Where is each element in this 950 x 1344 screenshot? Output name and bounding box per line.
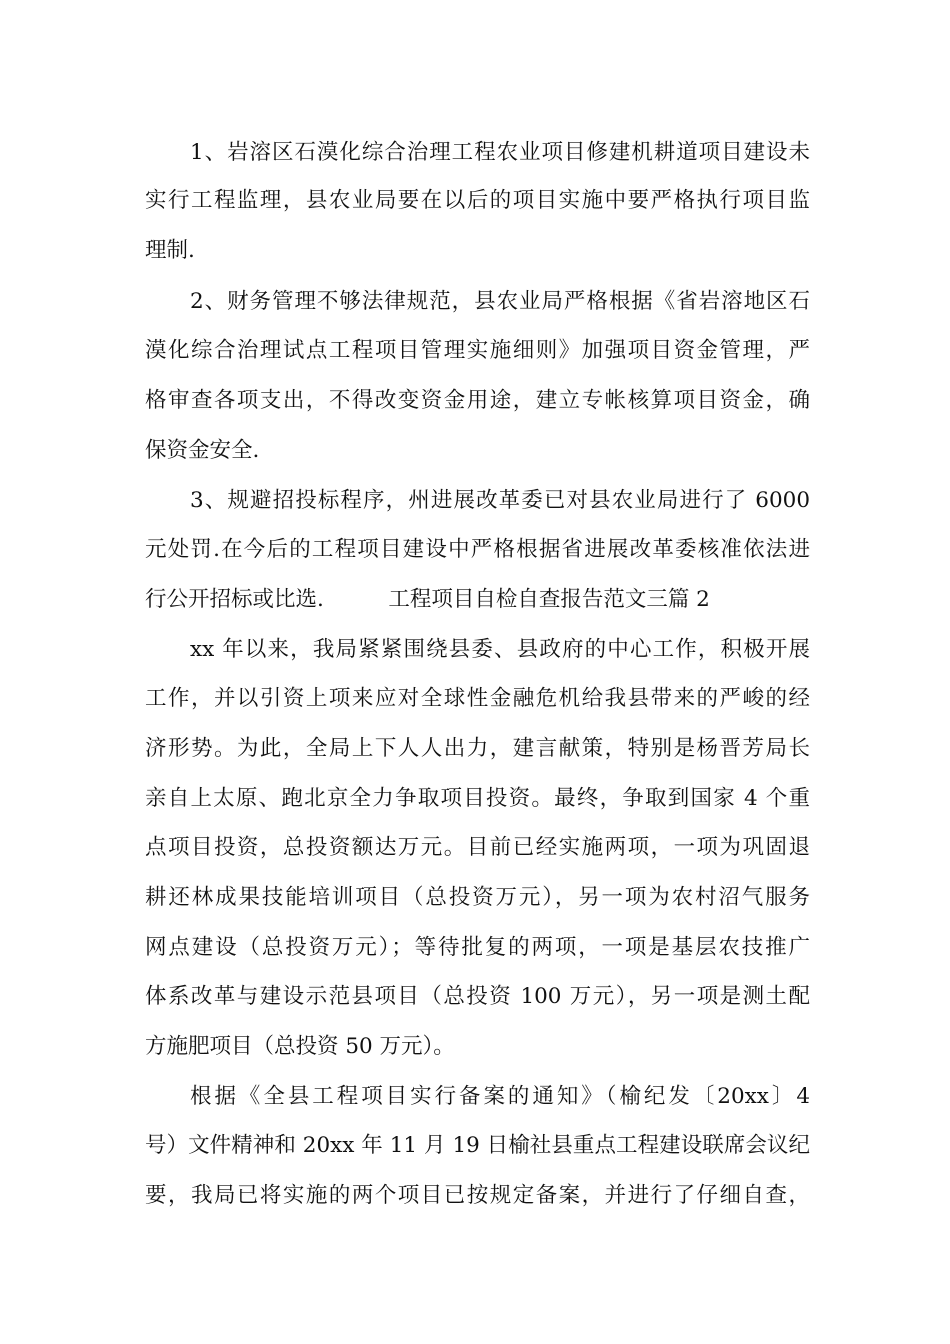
text-line: 3、规避招投标程序，州进展改革委已对县农业局进行了 6000 <box>190 488 810 513</box>
text-line: 要，我局已将实施的两个项目已按规定备案，并进行了仔细自查， <box>145 1183 810 1208</box>
text-line: 体系改革与建设示范县项目（总投资 100 万元），另一项是测土配 <box>145 984 810 1009</box>
text-line: 根据《全县工程项目实行备案的通知》（榆纪发〔20xx〕4 <box>190 1084 810 1109</box>
text-line: 工作，并以引资上项来应对全球性金融危机给我县带来的严峻的经 <box>145 686 810 711</box>
text-line: 元处罚.在今后的工程项目建设中严格根据省进展改革委核准依法进 <box>145 537 810 562</box>
text-line: 行公开招标或比选. 工程项目自检自查报告范文三篇 2 <box>145 587 710 612</box>
text-line: 方施肥项目（总投资 50 万元）。 <box>145 1034 455 1059</box>
text-line: xx 年以来，我局紧紧围绕县委、县政府的中心工作，积极开展 <box>190 637 810 662</box>
text-line: 保资金安全. <box>145 438 260 463</box>
text-line: 亲自上太原、跑北京全力争取项目投资。最终，争取到国家 4 个重 <box>145 786 810 811</box>
text-line: 实行工程监理，县农业局要在以后的项目实施中要严格执行项目监 <box>145 188 810 213</box>
text-line: 点项目投资，总投资额达万元。目前已经实施两项，一项为巩固退 <box>145 835 810 860</box>
text-line: 2、财务管理不够法律规范，县农业局严格根据《省岩溶地区石 <box>190 289 810 314</box>
text-line: 漠化综合治理试点工程项目管理实施细则》加强项目资金管理，严 <box>145 338 810 363</box>
text-line: 耕还林成果技能培训项目（总投资万元），另一项为农村沼气服务 <box>145 885 810 910</box>
text-line: 理制. <box>145 238 195 263</box>
text-line: 网点建设（总投资万元）；等待批复的两项，一项是基层农技推广 <box>145 935 810 960</box>
text-line: 济形势。为此，全局上下人人出力，建言献策，特别是杨晋芳局长 <box>145 736 810 761</box>
text-line: 格审查各项支出，不得改变资金用途，建立专帐核算项目资金，确 <box>145 388 810 413</box>
text-line: 号）文件精神和 20xx 年 11 月 19 日榆社县重点工程建设联席会议纪 <box>145 1133 810 1158</box>
text-line: 1、岩溶区石漠化综合治理工程农业项目修建机耕道项目建设未 <box>190 140 810 165</box>
